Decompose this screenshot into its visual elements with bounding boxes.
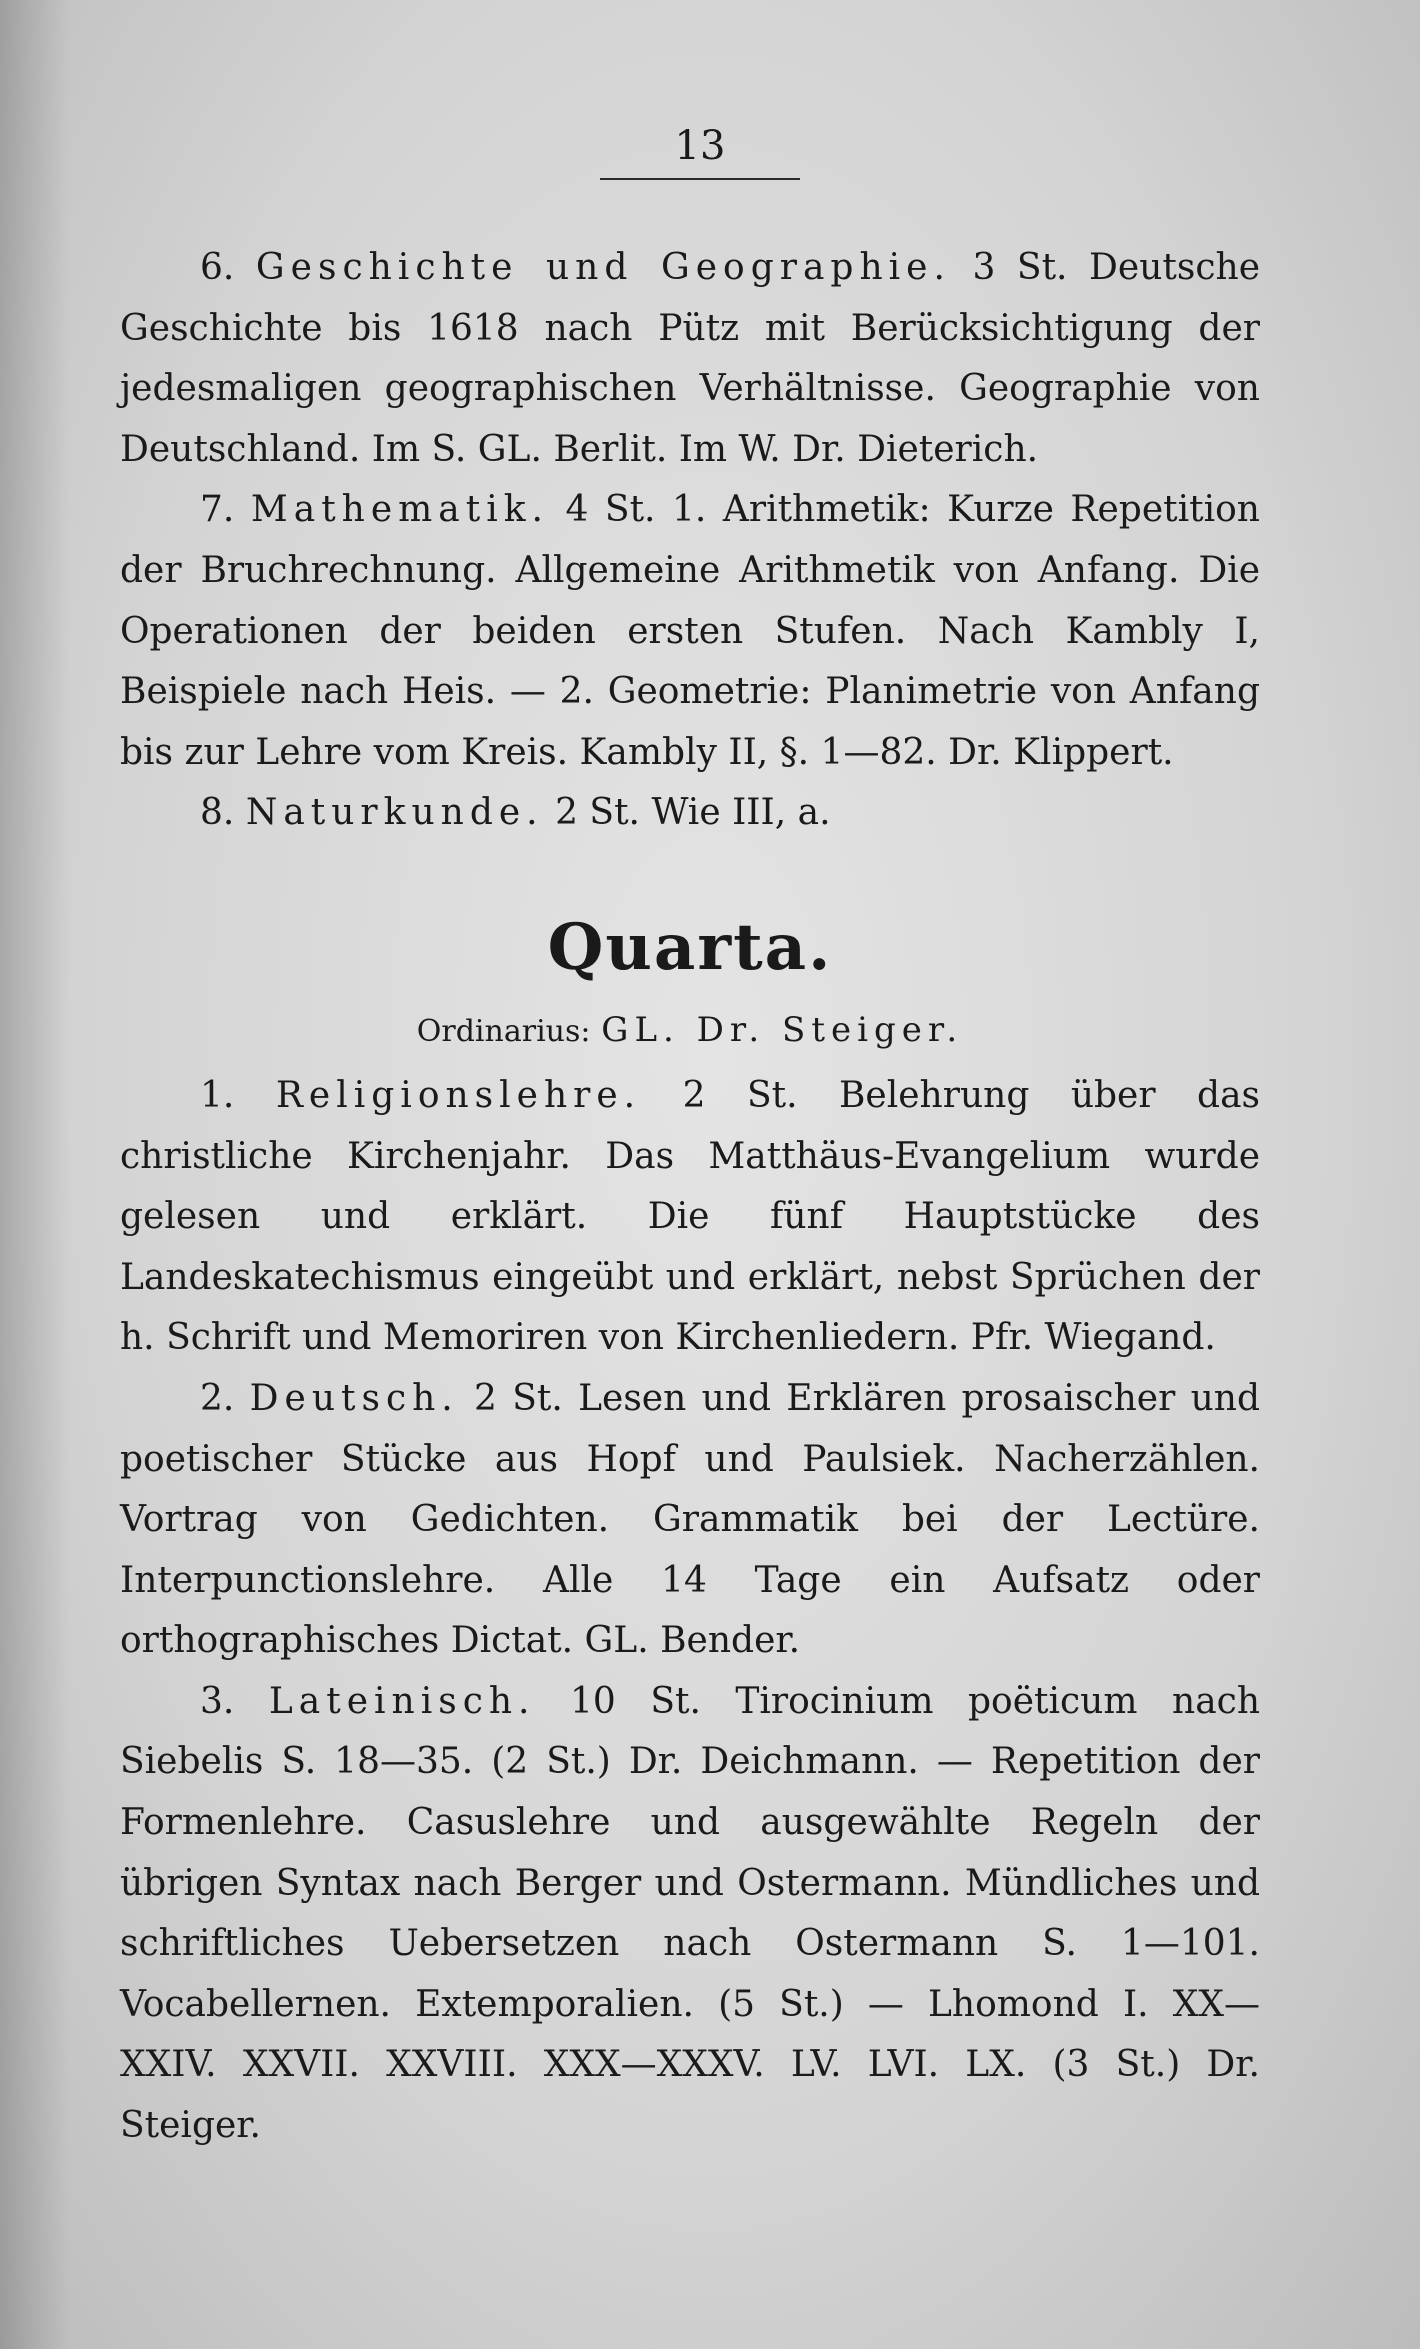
page-number-rule xyxy=(600,178,800,180)
item-number: 1. xyxy=(200,1074,235,1116)
subject-heading: Naturkunde. xyxy=(245,792,544,834)
paragraph-text: 2 St. Belehrung über das christliche Kirchenjahr. Das Matthäus-Evangelium wurde gelesen und erklärt. Die fünf Hauptstücke des Landeskatechismus eingeübt und erklärt, nebst Sprüchen der h. Schrift und Memoriren von Kirchenliedern. Pfr. Wiegand. xyxy=(120,1074,1261,1359)
paragraph-text: 2 St. Wie III, a. xyxy=(555,792,831,834)
ordinarius-value: GL. Dr. Steiger. xyxy=(601,1009,964,1050)
page-text xyxy=(120,238,1260,2157)
section-heading: Quarta. xyxy=(547,909,833,985)
item-number: 8. xyxy=(200,792,235,834)
subject-heading: Religionslehre. xyxy=(275,1074,642,1116)
item-number: 3. xyxy=(200,1680,235,1722)
subject-heading: Lateinisch. xyxy=(268,1680,536,1722)
item-number: 7. xyxy=(200,489,235,531)
subject-heading: Mathematik. xyxy=(250,489,549,531)
paragraph-deutsch xyxy=(120,1369,1260,1672)
item-number: 2. xyxy=(200,1377,235,1419)
paragraph-geschichte xyxy=(120,238,1260,480)
paragraph-naturkunde xyxy=(120,783,1260,844)
ordinarius-label: Ordinarius: xyxy=(416,1013,591,1049)
subject-heading: Deutsch. xyxy=(249,1377,459,1419)
item-number: 6. xyxy=(200,247,235,288)
page-number: 13 xyxy=(674,123,726,169)
paragraph-text: 3 St. Deutsche Geschichte bis 1618 nach Pütz mit Berücksichtigung der jedesmaligen geographischen Verhältnisse. Geographie von Deutschland. Im S. GL. Berlit. Im W. Dr. Dieterich. xyxy=(120,247,1260,470)
paragraph-text: 4 St. 1. Arithmetik: Kurze Repetition der Bruchrechnung. Allgemeine Arithmetik von Anfang. Die Operationen der beiden ersten Stufen. Nach Kambly I, Beispiele nach Heis. — 2. Geometrie: Planimetrie von Anfang bis zur Lehre vom Kreis. Kambly II, §. 1—82. Dr. Klippert. xyxy=(120,489,1260,773)
paragraph-lateinisch xyxy=(120,1672,1260,2157)
paragraph-mathematik xyxy=(120,480,1260,783)
paragraph-text: 10 St. Tirocinium poëticum nach Siebelis S. 18—35. (2 St.) Dr. Deichmann. — Repetition der Formenlehre. Casuslehre und ausgewählte Regeln der übrigen Syntax nach Berger und Ostermann. Mündliches und schriftliches Uebersetzen nach Ostermann S. 1—101. Vocabellernen. Extemporalien. (5 St.) — Lhomond I. XX—XXIV. XXVII. XXVIII. XXX—XXXV. LV. LVI. LX. (3 St.) Dr. Steiger. xyxy=(120,1680,1260,2147)
ordinarius-line xyxy=(120,1002,1260,1060)
paragraph-religionslehre xyxy=(120,1066,1260,1369)
subject-heading: Geschichte und Geographie. xyxy=(255,247,951,288)
paragraph-text: 2 St. Lesen und Erklären prosaischer und poetischer Stücke aus Hopf und Paulsiek. Nacherzählen. Vortrag von Gedichten. Grammatik bei der Lectüre. Interpunctionslehre. Alle 14 Tage ein Aufsatz oder orthographisches Dictat. GL. Bender. xyxy=(120,1377,1260,1662)
